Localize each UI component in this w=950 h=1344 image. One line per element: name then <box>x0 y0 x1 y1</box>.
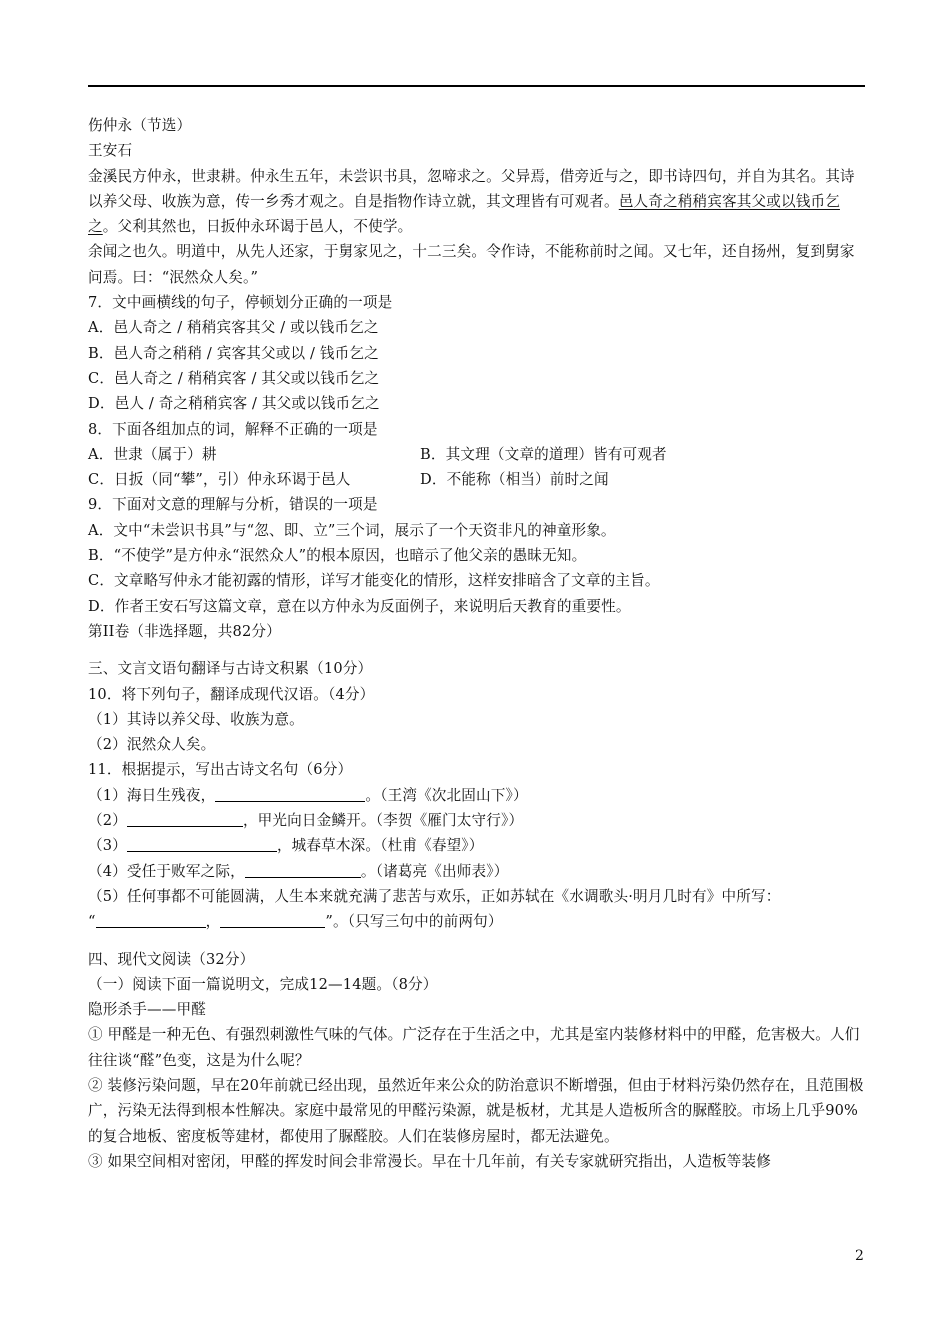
q7-option-b: B．邑人奇之稍稍 / 宾客其父或以 / 钱币乞之 <box>88 344 379 362</box>
article-title: 隐形杀手——甲醛 <box>88 1001 206 1019</box>
section-4-sub-1: （一）阅读下面一篇说明文，完成12—14题。（8分） <box>88 975 438 993</box>
q8-option-b: B．其文理（文章的道理）皆有可观者 <box>420 445 667 463</box>
header-rule <box>88 85 865 87</box>
q8-stem: 8．下面各组加点的词，解释不正确的一项是 <box>88 420 378 438</box>
q11-item-4 <box>88 859 868 884</box>
article-paragraph-1: ① 甲醛是一种无色、有强烈刺激性气味的气体。广泛存在于生活之中，尤其是室内装修材料中的甲醛，危害极大。人们往往谈“醛”色变，这是为什么呢？ <box>88 1026 860 1069</box>
q9-option-d: D．作者王安石写这篇文章，意在以方仲永为反面例子，来说明后天教育的重要性。 <box>88 597 631 615</box>
q8-option-d: D．不能称（相当）前时之闻 <box>420 471 609 489</box>
article-paragraph-2: ② 装修污染问题，早在20年前就已经出现，虽然近年来公众的防治意识不断增强，但由于材料污染仍然存在，且范围极广，污染无法得到根本性解决。家庭中最常见的甲醛污染源，就是板材，尤其是人造板所含的脲醛胶。市场上几乎90%的复合地板、密度板等建材，都使用了脲醛胶。人们在装修房屋时，都无法避免。 <box>88 1076 864 1145</box>
q10-item-1: （1）其诗以养父母、收族为意。 <box>88 710 304 728</box>
q11-1-prefix: （1）海日生残夜， <box>88 786 216 804</box>
answer-blank[interactable] <box>96 913 206 928</box>
q11-item-1 <box>88 783 868 808</box>
q7-stem: 7．文中画横线的句子，停顿划分正确的一项是 <box>88 294 393 312</box>
poem-paragraph-1 <box>88 164 868 240</box>
q11-3-prefix: （3） <box>88 837 127 855</box>
comma: ， <box>205 913 221 931</box>
q9-option-a: A．文中“未尝识书具”与“忽、即、立”三个词，展示了一个天资非凡的神童形象。 <box>88 521 616 539</box>
answer-blank[interactable] <box>127 812 243 827</box>
q11-1-suffix: 。（王湾《次北固山下》） <box>365 786 528 804</box>
q11-5-suffix: ”。（只写三句中的前两句） <box>325 913 503 931</box>
q11-3-suffix: ，城春草木深。（杜甫《春望》） <box>276 837 484 855</box>
q11-item-5: （5）任何事都不可能圆满，人生本来就充满了悲苦与欢乐，正如苏轼在《水调歌头·明月几时有》中所写： <box>88 887 781 905</box>
answer-blank[interactable] <box>245 863 361 878</box>
part-2-heading: 第II卷（非选择题，共82分） <box>88 622 281 640</box>
section-4-heading: 四、现代文阅读（32分） <box>88 950 255 968</box>
q9-option-b: B．“不使学”是方仲永“泯然众人”的根本原因，也暗示了他父亲的愚昧无知。 <box>88 547 587 565</box>
poem-title: 伤仲永（节选） <box>88 117 192 134</box>
q7-option-a: A．邑人奇之 / 稍稍宾客其父 / 或以钱币乞之 <box>88 319 379 337</box>
open-quote: “ <box>88 913 96 931</box>
q9-stem: 9．下面对文意的理解与分析，错误的一项是 <box>88 496 378 514</box>
poem-p1-text-b: 。父利其然也，日扳仲永环谒于邑人，不使学。 <box>102 218 413 236</box>
q8-row-2 <box>88 467 868 492</box>
q11-item-3 <box>88 833 868 858</box>
q10-stem: 10．将下列句子，翻译成现代汉语。（4分） <box>88 685 375 703</box>
q11-item-5-blanks <box>88 909 868 934</box>
answer-blank[interactable] <box>127 837 277 852</box>
page-number: 2 <box>855 1248 864 1264</box>
poem-paragraph-2: 余闻之也久。明道中，从先人还家，于舅家见之，十二三矣。令作诗，不能称前时之闻。又七年，还自扬州，复到舅家问焉。曰：“泯然众人矣。” <box>88 243 855 286</box>
q11-4-suffix: 。（诸葛亮《出师表》） <box>360 862 509 880</box>
q7-option-d: D．邑人 / 奇之稍稍宾客 / 其父或以钱币乞之 <box>88 395 380 413</box>
q11-stem: 11．根据提示，写出古诗文名句（6分） <box>88 761 353 779</box>
q7-option-c: C．邑人奇之 / 稍稍宾客 / 其父或以钱币乞之 <box>88 369 380 387</box>
page-body <box>88 113 868 1174</box>
q11-4-prefix: （4）受任于败军之际， <box>88 862 245 880</box>
poem-p1-text-a: 金溪民方仲永，世隶耕。仲永生五年，未尝识书具，忽啼求之。父异焉，借旁近与之，即书诗四句，并自为其名。其诗以养父母、收族为意，传一乡秀才观之。自是指物作诗立就，其文理皆有可观者。 <box>88 167 855 210</box>
underlined-sentence: 邑人奇之稍稍宾客其父或以钱币乞之 <box>88 192 840 236</box>
q8-row-1 <box>88 442 868 467</box>
poem-author: 王安石 <box>88 142 133 160</box>
article-paragraph-3: ③ 如果空间相对密闭，甲醛的挥发时间会非常漫长。早在十几年前，有关专家就研究指出，人造板等装修 <box>88 1152 772 1170</box>
answer-blank[interactable] <box>220 913 325 928</box>
q10-item-2: （2）泯然众人矣。 <box>88 736 216 754</box>
q8-option-c: C．日扳（同“攀”，引）仲永环谒于邑人 <box>88 471 351 489</box>
q11-item-2 <box>88 808 868 833</box>
q11-2-suffix: ，甲光向日金鳞开。（李贺《雁门太守行》） <box>242 812 524 830</box>
answer-blank[interactable] <box>215 787 365 802</box>
q11-2-prefix: （2） <box>88 812 127 830</box>
q8-option-a: A．世隶（属于）耕 <box>88 445 217 463</box>
section-3-heading: 三、文言文语句翻译与古诗文积累（10分） <box>88 660 373 678</box>
q9-option-c: C．文章略写仲永才能初露的情形，详写才能变化的情形，这样安排暗含了文章的主旨。 <box>88 572 660 590</box>
